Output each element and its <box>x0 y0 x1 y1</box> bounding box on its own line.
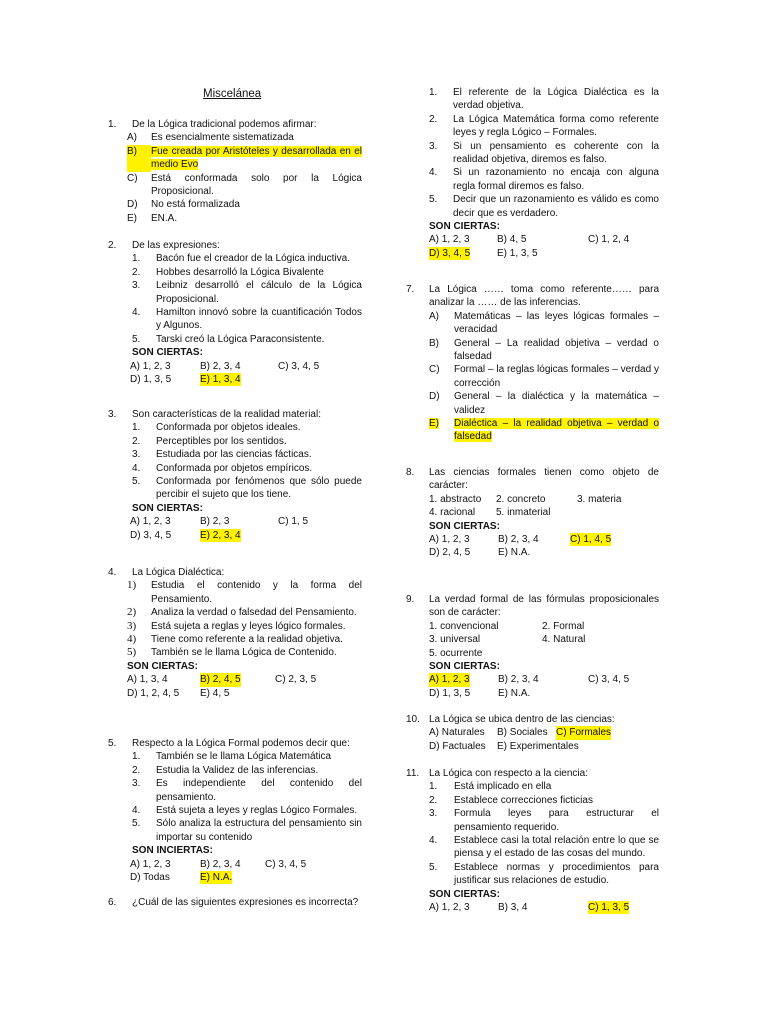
answers-row: A) 1, 2, 3 B) 3, 4 C) 1, 3, 5 <box>429 902 630 914</box>
question-text: La Lógica …… toma como referente…… para analizar la …… de las inferencias. <box>429 284 659 309</box>
question-number: 5. <box>108 738 117 749</box>
question-text: La verdad formal de las fórmulas proposicionales son de carácter: <box>429 594 659 619</box>
answers-row: D) 1, 2, 4, 5 E) 4, 5 <box>127 687 230 699</box>
question-text: Respecto a la Lógica Formal podemos decir que: <box>132 738 350 749</box>
question-1 <box>108 118 362 225</box>
list-item: 2. Hobbes desarrolló la Lógica Bivalente <box>132 266 324 278</box>
answers-heading: SON CIERTAS: <box>132 347 203 359</box>
list-item: 1) Estudia el contenido y la forma del Pensamiento. <box>127 579 362 605</box>
question-4 <box>108 566 362 700</box>
answers-heading: SON CIERTAS: <box>429 888 500 900</box>
list-item: 4. Establece casi la total relación entre lo que se piensa y el estado de las cosas del mundo. <box>429 835 659 860</box>
answers-heading: SON CIERTAS: <box>429 661 500 673</box>
highlighted-answer: C) 1, 3, 5 <box>588 902 630 914</box>
question-text: Son características de la realidad material: <box>132 409 321 420</box>
question-2 <box>108 239 362 386</box>
highlighted-answer: D) 3, 4, 5 <box>429 247 471 259</box>
question-number: 1. <box>108 119 117 130</box>
answers-row: A) 1, 2, 3 B) 2, 3, 4 C) 3, 4, 5 <box>130 858 307 870</box>
answers-row: D) 3, 4, 5 E) 2, 3, 4 <box>130 529 241 541</box>
list-item: 3. Formula leyes para estructurar el pensamiento requerido. <box>429 808 659 833</box>
list-item: 5. Sólo analiza la estructura del pensamiento sin importar su contenido <box>132 818 362 843</box>
list-item: 5. Decir que un razonamiento es válido es como decir que es verdadero. <box>429 194 659 219</box>
answers-row: A) Naturales B) Sociales C) Formales <box>429 727 612 739</box>
list-item: 3. Es independiente del contenido del pensamiento. <box>132 778 362 803</box>
choices-row: 1. abstracto 2. concreto 3. materia <box>429 493 622 505</box>
answers-row: D) Factuales E) Experimentales <box>429 740 579 752</box>
highlighted-answer: C) 1, 4, 5 <box>570 534 612 546</box>
question-6-continued <box>429 86 659 260</box>
option-b: B) General – La realidad objetiva – verdad o falsedad <box>429 337 659 363</box>
highlighted-answer: C) Formales <box>556 727 612 739</box>
question-10 <box>406 713 659 753</box>
highlighted-answer: E) N.A. <box>200 872 233 884</box>
question-number: 8. <box>406 467 415 478</box>
answers-heading: SON CIERTAS: <box>127 660 198 672</box>
answers-row: D) 1, 3, 5 E) N.A. <box>429 687 531 699</box>
question-text: Las ciencias formales tienen como objeto de carácter: <box>429 467 659 492</box>
answers-heading: SON INCIERTAS: <box>132 845 213 857</box>
option-d: D) General – la dialéctica y la matemática – validez <box>429 391 659 416</box>
list-item: 4. Si un razonamiento no encaja con alguna regla formal diremos es falso. <box>429 167 659 192</box>
question-text: La Lógica Dialéctica: <box>132 567 225 578</box>
list-item: 2. Estudia la Validez de las inferencias. <box>132 764 319 776</box>
option-d: D) No está formalizada <box>127 199 240 211</box>
list-item: 4) Tiene como referente a la realidad objetiva. <box>127 633 343 646</box>
highlighted-answer: Dialéctica – la realidad objetiva – verdad o falsedad <box>454 418 659 443</box>
highlighted-answer: B) 2, 4, 5 <box>200 674 241 686</box>
list-item: 5. Tarski creó la Lógica Paraconsistente. <box>132 333 325 345</box>
list-item: 1. Conformada por objetos ideales. <box>132 422 301 434</box>
answers-row: D) 1, 3, 5 E) 1, 3, 4 <box>130 374 241 386</box>
list-item: 5. Establece normas y procedimientos para justificar sus relaciones de estudio. <box>429 861 659 887</box>
highlighted-answer: E) 1, 3, 4 <box>200 374 241 386</box>
option-b: B) Fue creada por Aristóteles y desarrollada en el medio Evo <box>127 145 362 171</box>
answers-row: D) Todas E) N.A. <box>130 872 233 884</box>
answers-heading: SON CIERTAS: <box>429 221 500 233</box>
answers-row: A) 1, 3, 4 B) 2, 4, 5 C) 2, 3, 5 <box>127 674 317 686</box>
question-11 <box>406 767 659 914</box>
option-c: C) Formal – la reglas lógicas formales – verdad y corrección <box>429 364 659 389</box>
list-item: 2. Establece correcciones ficticias <box>429 794 593 806</box>
question-5 <box>108 737 362 884</box>
option-e: E) EN.A. <box>127 212 178 224</box>
highlighted-answer: A) 1, 2, 3 <box>429 674 470 686</box>
question-8 <box>406 466 659 560</box>
list-item: 3) Está sujeta a reglas y leyes lógico formales. <box>127 619 346 632</box>
highlighted-answer: E) 2, 3, 4 <box>200 529 241 541</box>
question-number: 6. <box>108 897 117 908</box>
choices-row: 3. universal 4. Natural <box>429 634 586 646</box>
answers-row: A) 1, 2, 3 B) 2, 3, 4 C) 1, 4, 5 <box>429 534 612 546</box>
list-item: 2) Analiza la verdad o falsedad del Pensamiento. <box>127 606 357 619</box>
question-text: ¿Cuál de las siguientes expresiones es incorrecta? <box>132 897 359 908</box>
answers-row: D) 3, 4, 5 E) 1, 3, 5 <box>429 247 538 259</box>
question-text: La Lógica con respecto a la ciencia: <box>429 768 588 779</box>
choices-row: 1. convencional 2. Formal <box>429 620 585 632</box>
question-9 <box>406 593 659 700</box>
question-7 <box>406 283 659 444</box>
list-item: 2. La Lógica Matemática forma como referente leyes y regla Lógico – Formales. <box>429 113 659 139</box>
answers-row: D) 2, 4, 5 E) N.A. <box>429 547 531 559</box>
answers-row: A) 1, 2, 3 B) 2, 3, 4 C) 3, 4, 5 <box>429 674 630 686</box>
answers-heading: SON CIERTAS: <box>429 520 500 532</box>
question-number: 7. <box>406 284 415 295</box>
answers-row: A) 1, 2, 3 B) 2, 3, 4 C) 3, 4, 5 <box>130 360 320 372</box>
question-6 <box>108 896 362 909</box>
answers-heading: SON CIERTAS: <box>132 502 203 514</box>
option-a: A) Es esencialmente sistematizada <box>127 132 294 144</box>
list-item: 4. Conformada por objetos empíricos. <box>132 462 313 474</box>
question-number: 2. <box>108 240 117 251</box>
list-item: 4. Está sujeta a leyes y reglas Lógico Formales. <box>132 805 358 817</box>
question-text: De la Lógica tradicional podemos afirmar: <box>132 119 317 130</box>
answers-row: A) 1, 2, 3 B) 4, 5 C) 1, 2, 4 <box>429 234 630 246</box>
list-item: 5) También se le llama Lógica de Contenido. <box>127 646 337 659</box>
list-item: 1. Bacón fue el creador de la Lógica inductiva. <box>132 253 351 265</box>
list-item: 4. Hamilton innovó sobre la cuantificación Todos y Algunos. <box>132 307 362 332</box>
answers-row: A) 1, 2, 3 B) 2, 3 C) 1, 5 <box>130 516 309 528</box>
question-number: 10. <box>406 714 420 725</box>
question-3 <box>108 408 362 542</box>
document-title: Miscelánea <box>203 88 262 100</box>
list-item: 3. Si un pensamiento es coherente con la realidad objetiva, diremos es falso. <box>429 140 659 166</box>
list-item: 3. Estudiada por las ciencias fácticas. <box>132 449 312 461</box>
question-text: La Lógica se ubica dentro de las ciencias: <box>429 714 615 725</box>
list-item: 2. Perceptibles por los sentidos. <box>132 435 287 447</box>
question-text: De las expresiones: <box>132 240 220 251</box>
question-number: 3. <box>108 409 117 420</box>
list-item: 1. Está implicado en ella <box>429 781 552 793</box>
list-item: 1. El referente de la Lógica Dialéctica es la verdad objetiva. <box>429 87 659 112</box>
option-a: A) Matemáticas – las leyes lógicas formales – veracidad <box>429 310 659 336</box>
highlighted-answer: Fue creada por Aristóteles y desarrollada en el medio Evo <box>151 145 362 171</box>
choices-row: 4. racional 5. inmaterial <box>429 507 551 519</box>
question-number: 9. <box>406 594 415 605</box>
list-item: 3. Leibniz desarrolló el cálculo de la Lógica Proposicional. <box>132 280 362 305</box>
question-number: 4. <box>108 567 117 578</box>
choices-row: 5. ocurrente <box>429 647 483 659</box>
list-item: 1. También se le llama Lógica Matemática <box>132 751 332 763</box>
option-e: E) Dialéctica – la realidad objetiva – verdad o falsedad <box>429 418 659 443</box>
question-number: 11. <box>406 768 420 779</box>
option-c: C) Está conformada solo por la Lógica Proposicional. <box>127 172 362 198</box>
list-item: 5. Conformada por fenómenos que sólo puede percibir el sujeto que los tiene. <box>132 476 362 501</box>
